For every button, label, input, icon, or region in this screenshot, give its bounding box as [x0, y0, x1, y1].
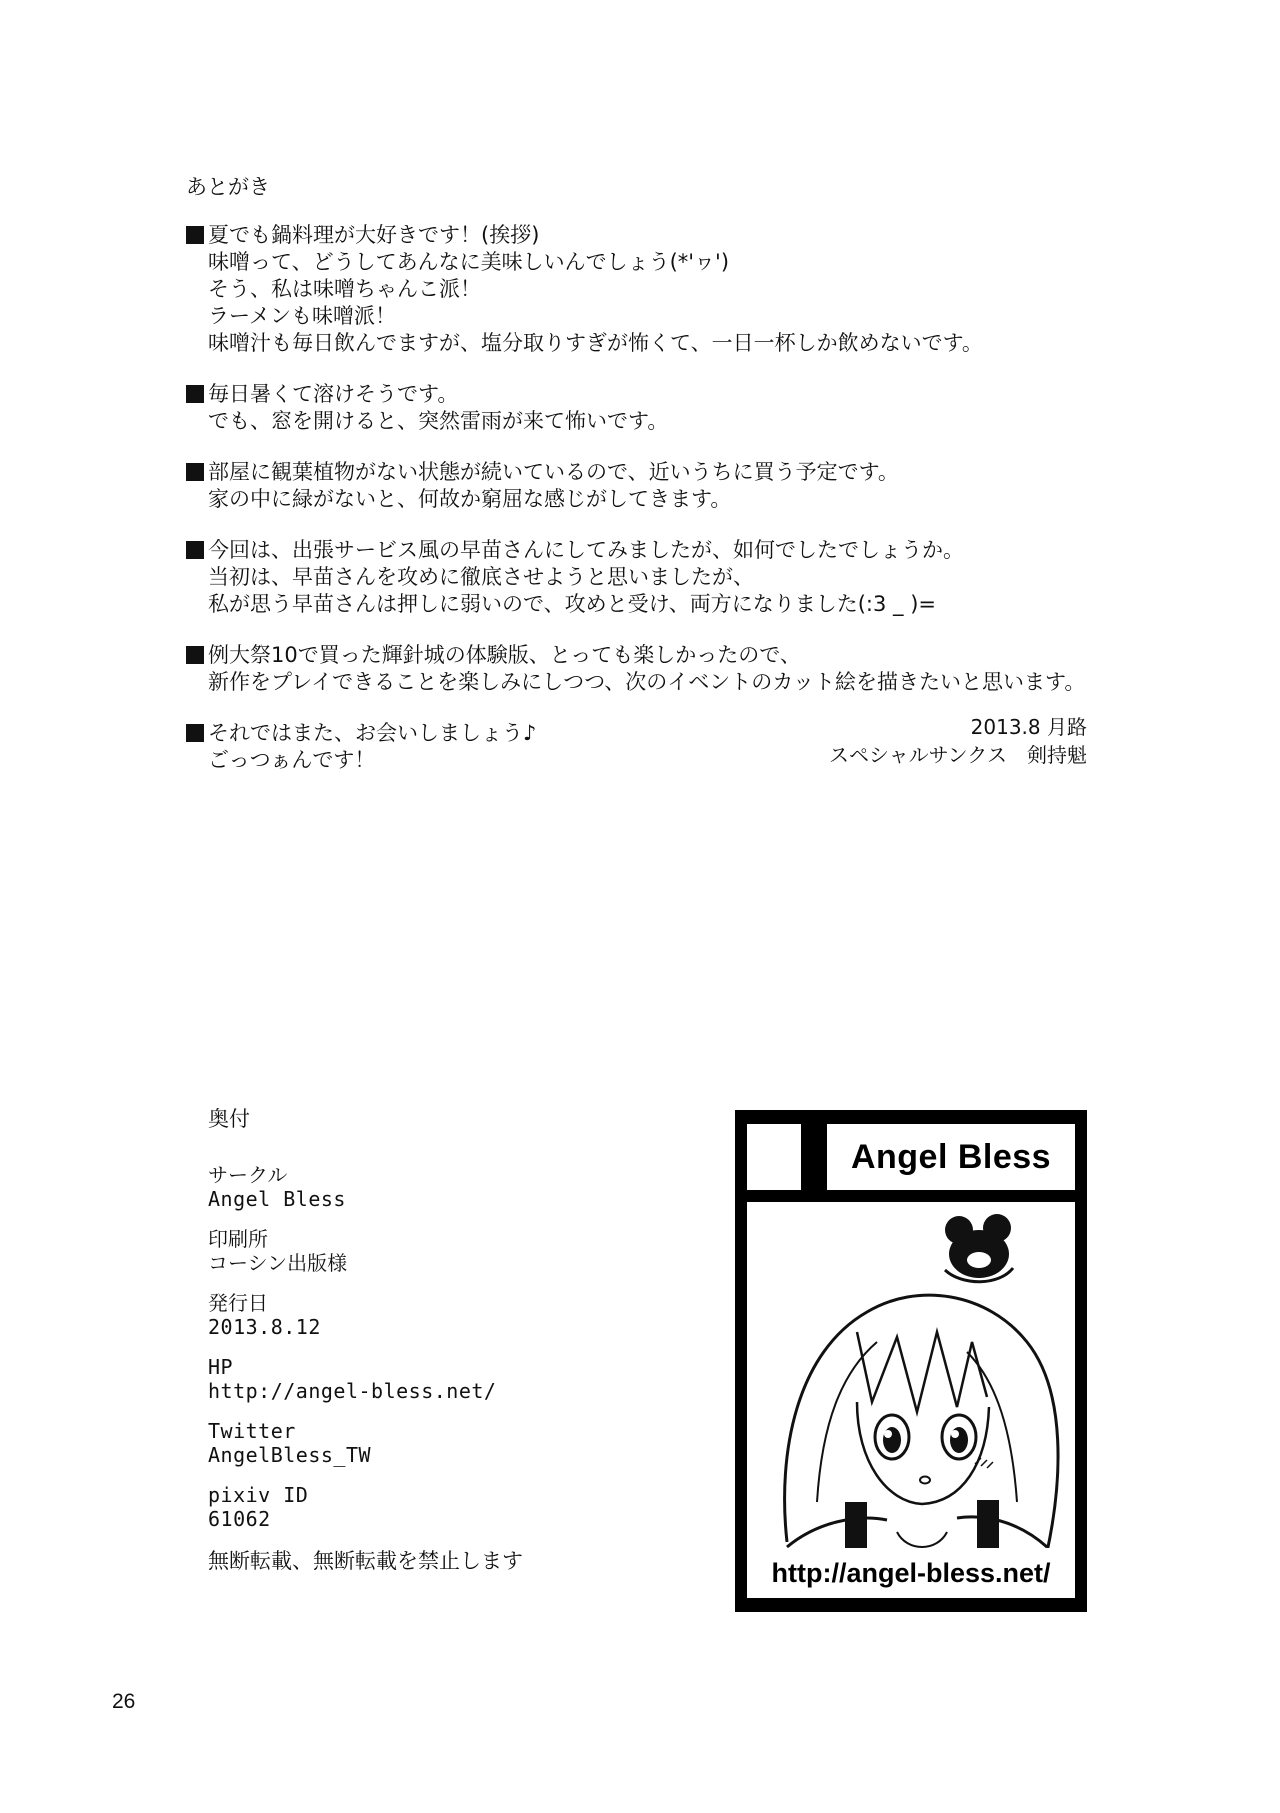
colophon-value: Angel Bless: [208, 1187, 346, 1211]
bullet-square-icon: [186, 226, 204, 244]
colophon-label: サークル: [208, 1163, 288, 1187]
colophon-homepage: [208, 1355, 658, 1403]
afterword-line: 新作をプレイできることを楽しみにしつつ、次のイベントのカット絵を描きたいと思います。: [208, 670, 1086, 694]
afterword-line: 私が思う早苗さんは押しに弱いので、攻めと受け、両方になりました(:3 _ )=: [208, 592, 937, 616]
colophon-label: 印刷所: [208, 1227, 268, 1251]
afterword-section-4: [186, 537, 1086, 618]
afterword-line: 味噌って、どうしてあんなに美味しいんでしょう(*'ヮ'): [208, 250, 730, 274]
afterword-section-3: [186, 459, 1086, 513]
circle-cut-url-strip: [747, 1548, 1075, 1598]
afterword-line: 家の中に緑がないと、何故か窮屈な感じがしてきます。: [208, 487, 732, 511]
colophon-value: AngelBless_TW: [208, 1443, 372, 1467]
afterword-section-5: [186, 642, 1086, 696]
circle-cut-space-box: [747, 1124, 801, 1190]
bullet-square-icon: [186, 724, 204, 742]
afterword-line: 毎日暑くて溶けそうです。: [208, 382, 459, 406]
circle-cut-url: http://angel-bless.net/: [771, 1557, 1051, 1588]
afterword-line: でも、窓を開けると、突然雷雨が来て怖いです。: [208, 409, 669, 433]
colophon-publish-date: [208, 1291, 658, 1339]
afterword-line: ごっつぁんです！: [208, 748, 376, 772]
page-number: 26: [112, 1690, 136, 1713]
circle-cut-name: Angel Bless: [850, 1137, 1052, 1176]
circle-cut-name-box: [827, 1124, 1075, 1190]
colophon-pixiv: [208, 1483, 658, 1531]
afterword-line: 部屋に観葉植物がない状態が続いているので、近いうちに買う予定です。: [208, 460, 899, 484]
copyright-notice: 無断転載、無断転載を禁止します: [208, 1549, 523, 1573]
afterword-line: ラーメンも味噌派！: [208, 304, 396, 328]
circle-cut-illustration: [747, 1202, 1075, 1598]
afterword-title: あとがき: [186, 175, 270, 199]
signature: [829, 713, 1087, 769]
colophon-label: pixiv ID: [208, 1483, 309, 1507]
afterword-line: そう、私は味噌ちゃんこ派！: [208, 277, 481, 301]
colophon-circle: [208, 1163, 658, 1211]
colophon-url: http://angel-bless.net/: [208, 1379, 497, 1403]
bullet-square-icon: [186, 463, 204, 481]
signature-date-author: 2013.8 月路: [970, 715, 1087, 739]
afterword-section-2: [186, 381, 1086, 435]
signature-special-thanks: スペシャルサンクス 剣持魁: [829, 743, 1087, 767]
afterword: [186, 172, 1086, 798]
afterword-line: 当初は、早苗さんを攻めに徹底させようと思いましたが、: [208, 565, 754, 589]
colophon-value: 2013.8.12: [208, 1315, 321, 1339]
character-illustration-icon: [747, 1202, 1075, 1598]
colophon-label: Twitter: [208, 1419, 296, 1443]
colophon-title: 奥付: [208, 1107, 250, 1131]
colophon: [208, 1105, 658, 1575]
bullet-square-icon: [186, 646, 204, 664]
colophon-value: コーシン出版様: [208, 1251, 348, 1275]
bullet-square-icon: [186, 385, 204, 403]
bullet-square-icon: [186, 541, 204, 559]
colophon-label: 発行日: [208, 1291, 268, 1315]
circle-cut: [735, 1110, 1087, 1612]
colophon-twitter: [208, 1419, 658, 1467]
afterword-line: 例大祭10で買った輝針城の体験版、とっても楽しかったので、: [208, 643, 801, 667]
afterword-section-1: [186, 222, 1086, 357]
afterword-line: 今回は、出張サービス風の早苗さんにしてみましたが、如何でしたでしょうか。: [208, 538, 964, 562]
afterword-line: それではまた、お会いしましょう♪: [208, 721, 537, 745]
afterword-line: 味噌汁も毎日飲んでますが、塩分取りすぎが怖くて、一日一杯しか飲めないです。: [208, 331, 983, 355]
afterword-line: 夏でも鍋料理が大好きです！(挨拶): [208, 223, 540, 247]
colophon-value: 61062: [208, 1507, 271, 1531]
colophon-printer: [208, 1227, 658, 1275]
colophon-label: HP: [208, 1355, 234, 1379]
